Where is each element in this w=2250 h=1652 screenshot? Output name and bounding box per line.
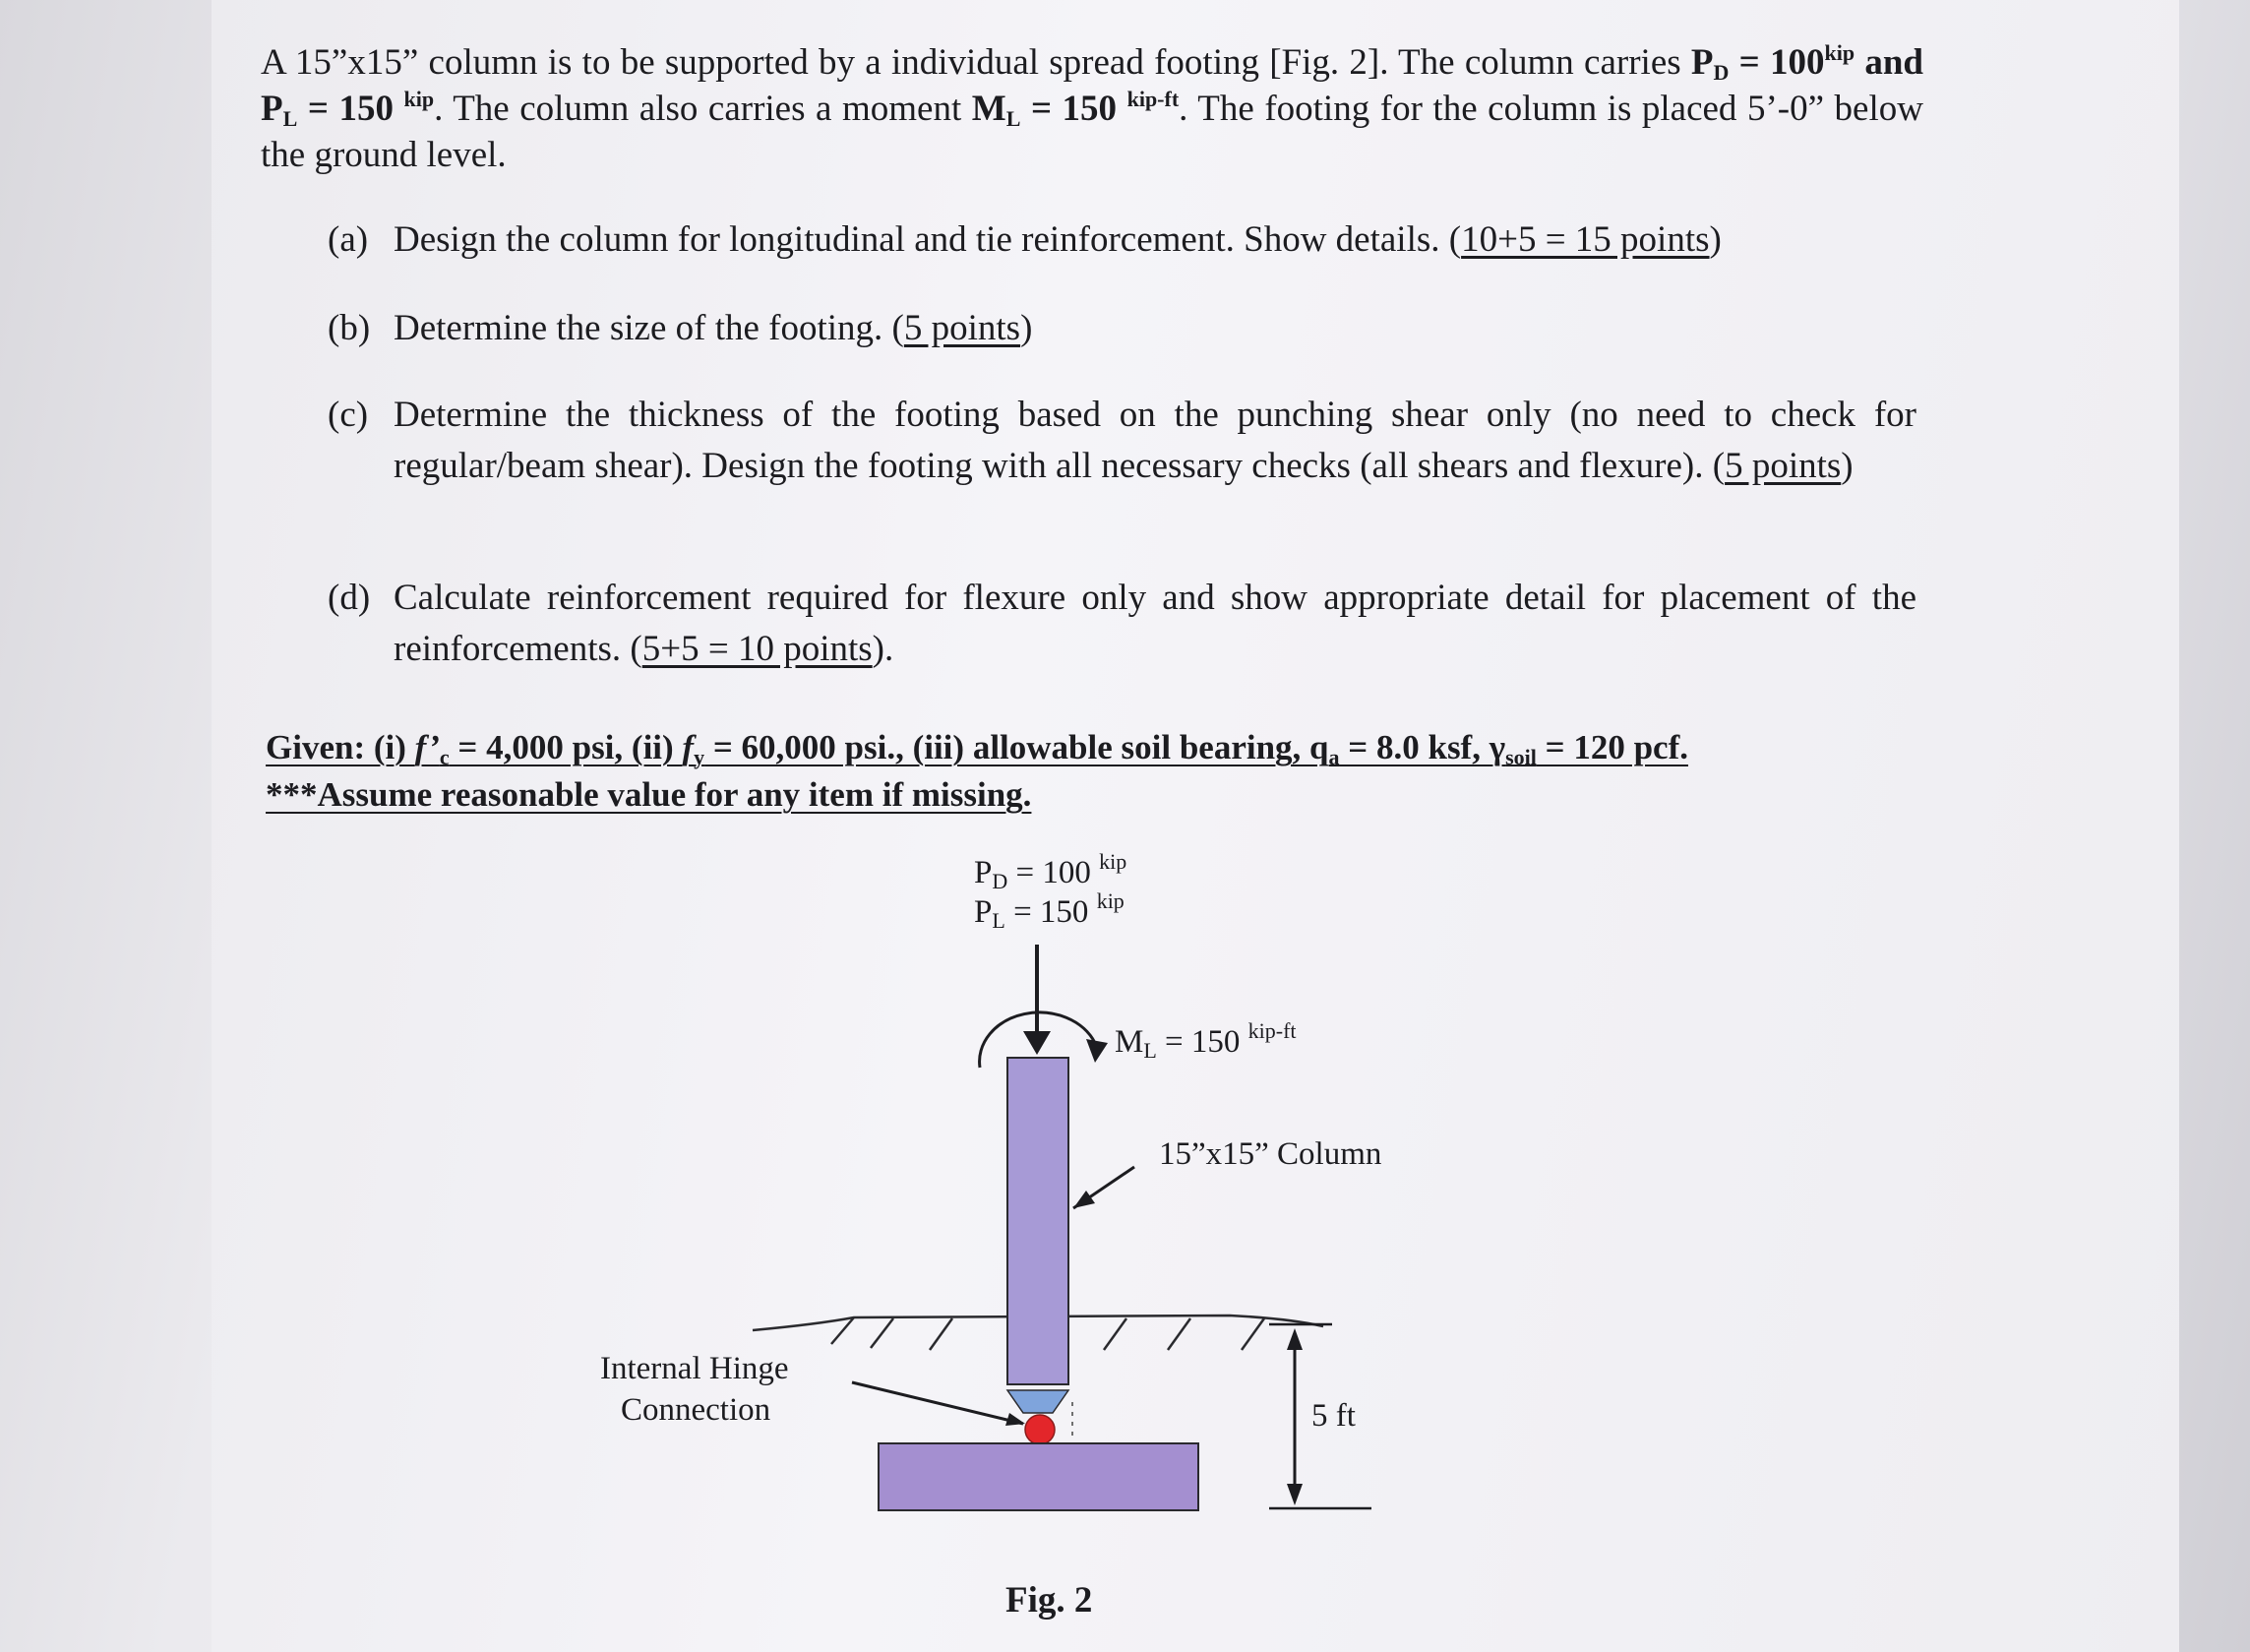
question-d: (d) Calculate reinforcement required for flexure only and show appropriate detail for placement of the reinforcements. (5+5 = 10 points). [328, 578, 1916, 669]
problem-statement: A 15”x15” column is to be supported by a individual spread footing [Fig. 2]. The column carries $P_D = 100^{kip}$ and $P_L = 150$ $^{kip}$. The column also carries a moment $M_L = 150$ $^{kip-ft}$. The footing for the column is placed 5’-0” below the ground level. [261, 40, 1923, 175]
hinge-label-line-1: Internal Hinge [600, 1351, 789, 1386]
moment-arrow-head [1086, 1039, 1108, 1063]
hinge-label-line-2: Connection [621, 1392, 771, 1428]
column-shape [1007, 1058, 1068, 1384]
given-line-1: Given: (i) $f’_c = 4,000$ psi, (ii) $f_y = 60,000$ psi., (iii) allowable soil bearing, $q_a = 8.0$ ksf, $\gamma_{soil} = 120$ pcf. [266, 728, 1688, 769]
pd-label: $P_D = 100$ $^{kip}$ [974, 849, 1127, 893]
hinge-circle [1025, 1415, 1055, 1444]
ml-label: $M_L = 150$ $^{kip-ft}$ [1115, 1018, 1297, 1063]
footing-shape [879, 1443, 1198, 1510]
question-c: (c) Determine the thickness of the footing based on the punching shear only (no need to check for regular/beam shear). Design the footing with all necessary checks (all shears and flexure). (5 points) [328, 395, 1916, 486]
hinge-leader [852, 1382, 1023, 1424]
column-label: 15”x15” Column [1159, 1136, 1382, 1172]
hinge-base [1007, 1390, 1068, 1413]
question-a: (a) Design the column for longitudinal and tie reinforcement. Show details. (10+5 = 15 points) [328, 219, 1722, 260]
figure-caption: Fig. 2 [1005, 1580, 1093, 1621]
load-arrow-head [1023, 1031, 1051, 1055]
given-line-2: ***Assume reasonable value for any item if missing. [266, 775, 1032, 814]
pl-label: $P_L = 150$ $^{kip}$ [974, 888, 1125, 933]
depth-label: 5 ft [1311, 1398, 1356, 1434]
question-b: (b) Determine the size of the footing. (5 points) [328, 308, 1033, 348]
